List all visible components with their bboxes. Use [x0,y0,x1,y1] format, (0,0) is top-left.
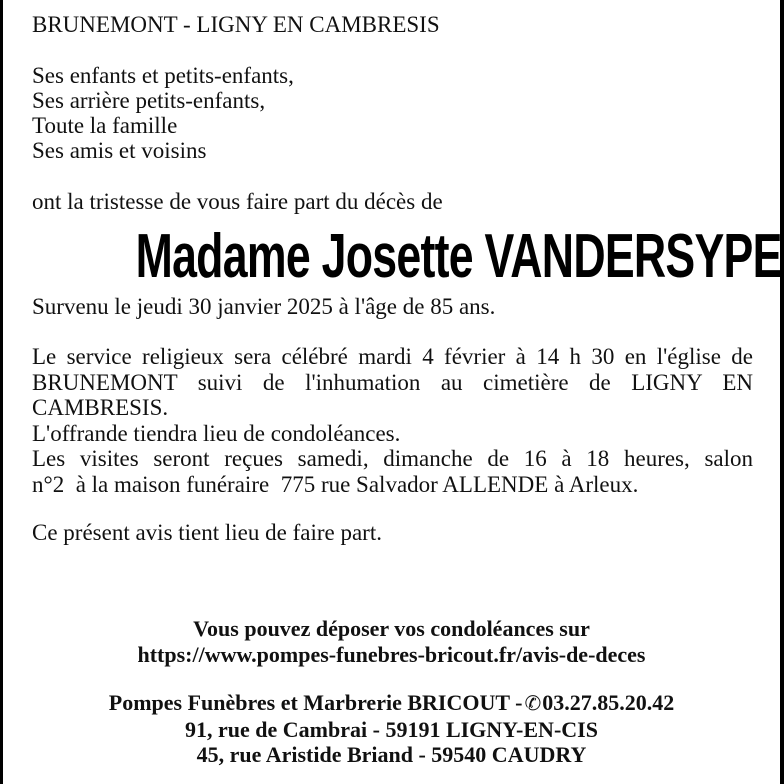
family-line: Toute la famille [32,113,178,138]
condolences-link[interactable]: https://www.pompes-funebres-bricout.fr/avis-de-deces [137,641,646,667]
family-line: Ses amis et voisins [32,138,207,163]
service-line: L'offrande tiendra lieu de condoléances. [32,420,401,446]
funeral-home-contact [3,690,780,717]
service-line: CAMBRESIS. [32,395,169,420]
service-line: Les visites seront reçues samedi, dimanche de 16 à 18 heures, salon [32,446,753,471]
condolences-text: Vous pouvez déposer vos condoléances sur [193,616,590,641]
phone-number[interactable]: 03.27.85.20.42 [542,690,675,715]
family-line: Ses enfants et petits-enfants, [32,63,294,88]
condolences-block [3,616,780,667]
right-border [780,0,784,784]
deceased-name-block [0,222,784,292]
death-info-block [32,294,753,319]
announcement-text: ont la tristesse de vous faire part du décès de [32,189,443,214]
family-line: Ses arrière petits-enfants, [32,88,266,113]
service-info-block [32,344,753,497]
deceased-name: Madame Josette VANDERSYPE [135,222,782,291]
funeral-home-block [3,690,780,768]
service-line: BRUNEMONT suivi de l'inhumation au cimetière de LIGNY EN [32,369,753,395]
service-line: n°2 à la maison funéraire 775 rue Salvador ALLENDE à Arleux. [32,471,639,497]
closing-block [32,520,753,545]
location-header: BRUNEMONT - LIGNY EN CAMBRESIS [32,12,440,37]
notice-intro [32,12,753,214]
death-info: Survenu le jeudi 30 janvier 2025 à l'âge de 85 ans. [32,294,496,319]
company-name: Pompes Funèbres et Marbrerie BRICOUT - [108,690,523,715]
address-caudry: 45, rue Aristide Briand - 59540 CAUDRY [196,742,587,767]
closing-text: Ce présent avis tient lieu de faire part. [32,520,382,545]
phone-icon: ✆ [524,691,542,715]
address-ligny: 91, rue de Cambrai - 59191 LIGNY-EN-CIS [185,716,598,742]
service-line: Le service religieux sera célébré mardi 4 février à 14 h 30 en l'église de [32,344,753,369]
